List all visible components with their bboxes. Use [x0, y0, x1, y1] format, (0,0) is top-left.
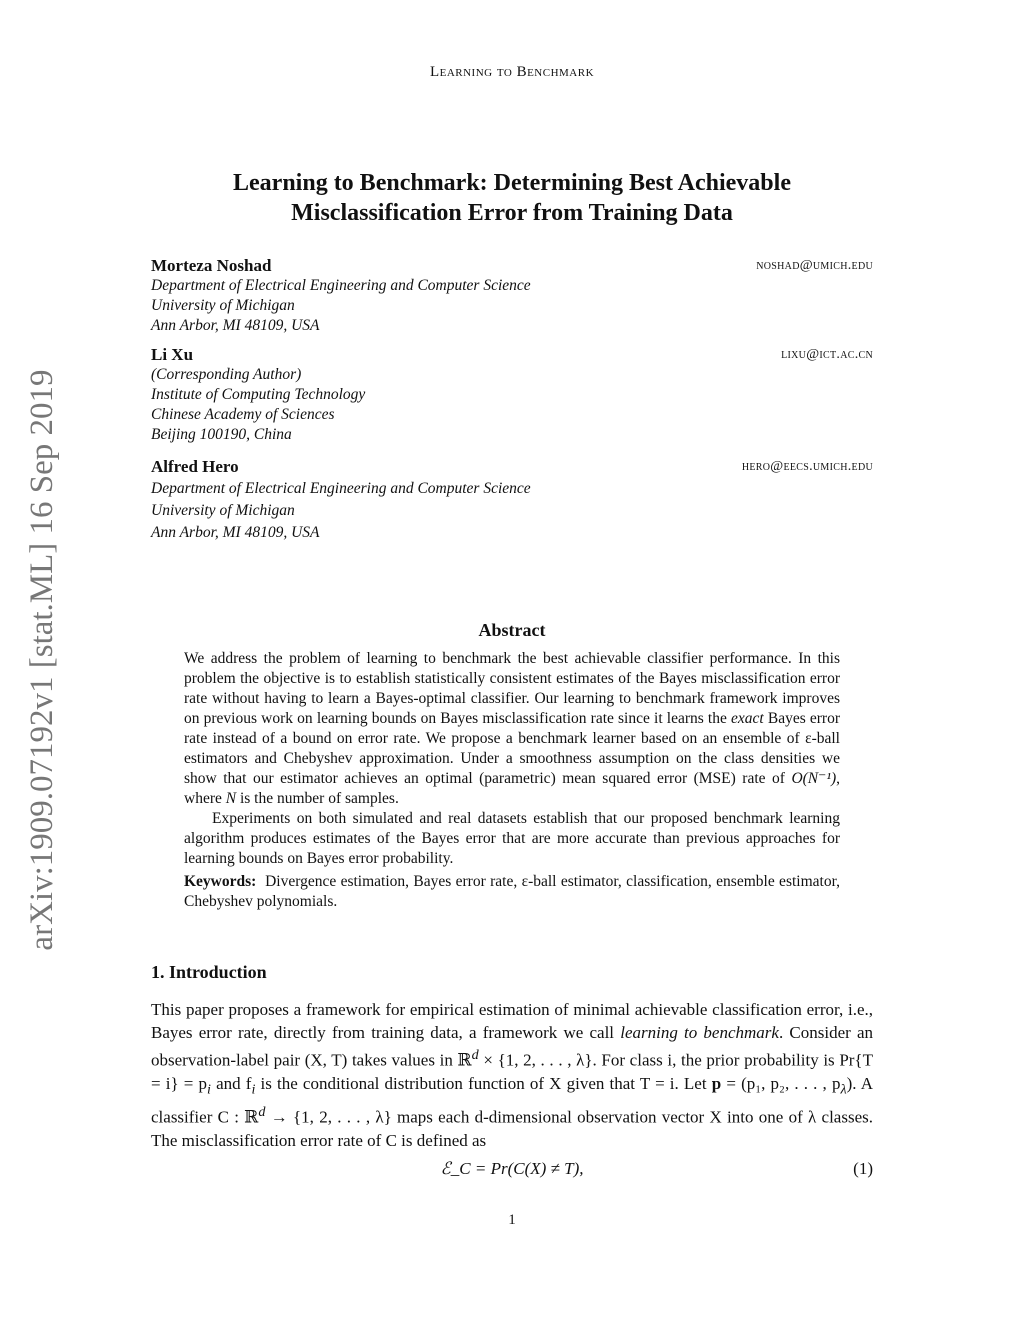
- author-email: lixu@ict.ac.cn: [781, 347, 873, 362]
- affiliation-line: Department of Electrical Engineering and Computer Science: [151, 480, 531, 497]
- superscript: d: [258, 1104, 266, 1121]
- affiliation-line: University of Michigan: [151, 502, 295, 519]
- affiliation-line: Ann Arbor, MI 48109, USA: [151, 317, 320, 334]
- section-heading: 1. Introduction: [151, 962, 267, 982]
- abstract-paragraph: Experiments on both simulated and real datasets establish that our proposed benchmark learning algorithm produces estimates of the Bayes error that are more accurate than previous approaches for learning bounds on Bayes error probability.: [184, 810, 840, 867]
- affiliation-line: Department of Electrical Engineering and Computer Science: [151, 277, 531, 294]
- superscript: d: [471, 1047, 479, 1063]
- paper-title: [120, 168, 904, 228]
- affiliation-line: Beijing 100190, China: [151, 426, 292, 443]
- subscript: i: [207, 1081, 211, 1098]
- affiliation-line: (Corresponding Author): [151, 366, 302, 383]
- body-text: → {1, 2, . . . , λ} maps each d-dimensional observation vector X into one of λ classes. The misclassification error rate of C is defined as: [151, 1107, 873, 1150]
- body-text: ). A classifier C : ℝ: [151, 1073, 873, 1127]
- bold-vector: p: [711, 1073, 722, 1093]
- author-name: Morteza Noshad: [151, 256, 272, 275]
- abstract-math: N: [225, 790, 237, 807]
- abstract-text: We address the problem of learning to benchmark the best achievable classifier performance. In this problem the objective is to establish statistically consistent estimates of the Bayes misclassification error rate without having to learn a Bayes-optimal classifier. Our learning to benchmark framework improves on previous work on learning bounds on Bayes misclassification rate since it learns the: [184, 650, 840, 727]
- abstract-math: O(N⁻¹): [791, 770, 837, 787]
- author-name: Alfred Hero: [151, 457, 239, 476]
- body-text: is the conditional distribution function of X given that T = i. Let: [255, 1073, 712, 1093]
- body-emphasis: learning to benchmark: [620, 1023, 779, 1042]
- keywords-label: Keywords:: [184, 873, 257, 890]
- affiliation-line: Ann Arbor, MI 48109, USA: [151, 524, 320, 541]
- running-head: Learning to Benchmark: [429, 64, 595, 80]
- abstract-heading: Abstract: [478, 620, 546, 640]
- page-number: 1: [508, 1212, 516, 1228]
- abstract-body: [184, 649, 840, 912]
- author-email: noshad@umich.edu: [756, 258, 873, 273]
- abstract-text: Bayes error rate instead of a bound on error rate. We propose a benchmark learner based on an ensemble of ε-ball estimators and Chebyshev approximation. Under a smoothness assumption on the class densities we show that our estimator achieves an optimal (parametric) mean squared error (MSE) rate of: [184, 710, 841, 787]
- equation-body: ℰ_C = Pr(C(X) ≠ T),: [440, 1159, 584, 1178]
- abstract-text: , where: [184, 770, 840, 807]
- subscript: i: [251, 1081, 256, 1098]
- title-line-1: Learning to Benchmark: Determining Best Achievable: [233, 170, 791, 196]
- body-text: and f: [210, 1073, 252, 1093]
- affiliation-line: Chinese Academy of Sciences: [151, 406, 335, 423]
- body-text: × {1, 2, . . . , λ}. For class i, the prior probability is Pr{T = i} = p: [151, 1050, 873, 1093]
- subscript: λ: [840, 1081, 847, 1098]
- arxiv-identifier: arXiv:1909.07192v1 [stat.ML] 16 Sep 2019: [24, 369, 60, 951]
- keywords-text: Divergence estimation, Bayes error rate, ε-ball estimator, classification, ensemble estimator, Chebyshev polynomials.: [184, 873, 840, 910]
- author-block-1: [151, 256, 873, 336]
- body-text: This paper proposes a framework for empirical estimation of minimal achievable classification error, i.e., Bayes error rate, directly from training data, a framework we call: [151, 1000, 873, 1042]
- abstract-text: is the number of samples.: [236, 790, 399, 807]
- equation-number: (1): [853, 1159, 873, 1178]
- keywords: [184, 872, 840, 912]
- body-text: = (p₁, p₂, . . . , p: [721, 1073, 841, 1093]
- equation-1: [151, 1159, 873, 1183]
- intro-paragraph: [151, 998, 873, 1152]
- author-block-2: [151, 345, 873, 445]
- body-text: . Consider an observation-label pair (X, T) takes values in ℝ: [151, 1023, 874, 1070]
- author-block-3: [151, 457, 873, 543]
- title-line-2: Misclassification Error from Training Data: [291, 200, 733, 226]
- abstract-emphasis: exact: [731, 710, 764, 727]
- author-email: hero@eecs.umich.edu: [741, 459, 873, 474]
- affiliation-line: University of Michigan: [151, 297, 295, 314]
- abstract-paragraph: [184, 649, 840, 809]
- author-name: Li Xu: [151, 345, 194, 364]
- affiliation-line: Institute of Computing Technology: [151, 386, 366, 403]
